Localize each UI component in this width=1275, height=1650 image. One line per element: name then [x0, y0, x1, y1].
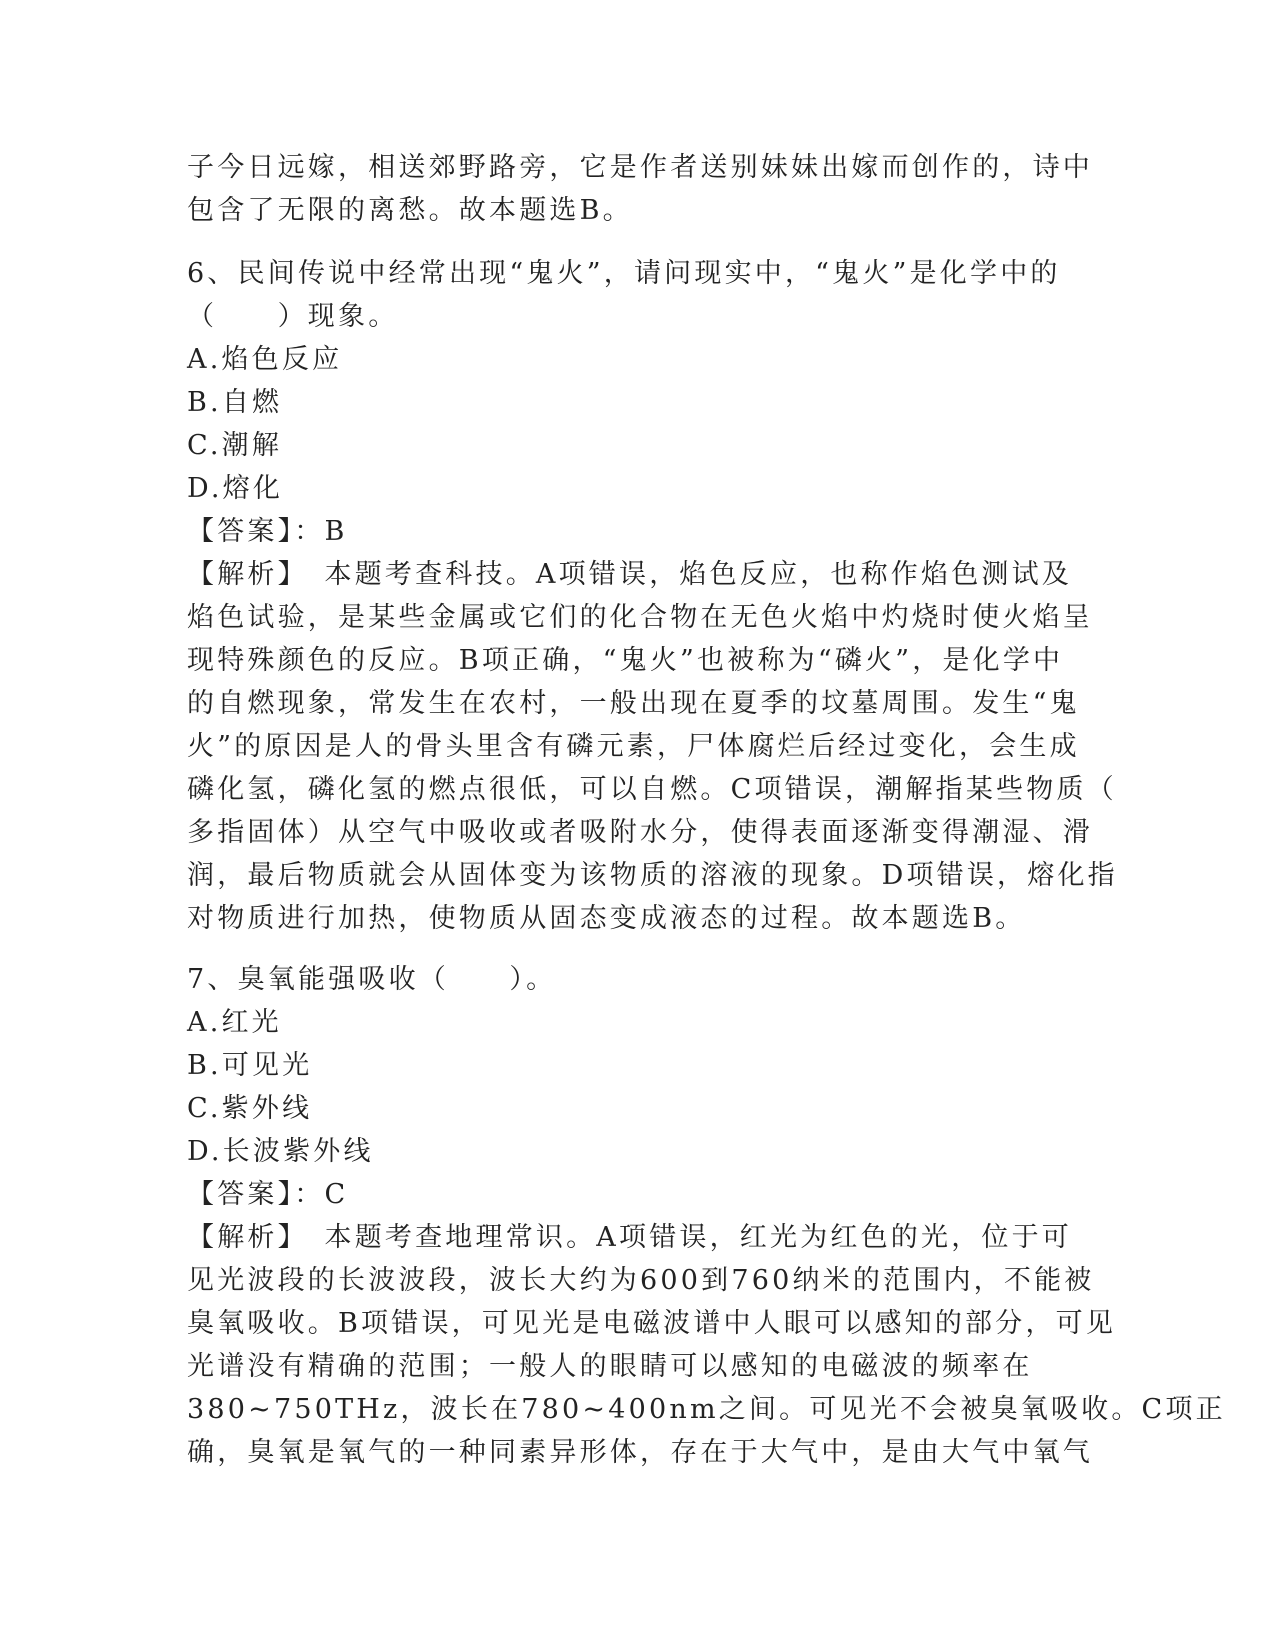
option-d: D.长波紫外线 [187, 1136, 374, 1167]
analysis-line: 【解析】 本题考查科技。A项错误，焰色反应，也称作焰色测试及 [187, 559, 1072, 590]
option-a: A.焰色反应 [187, 344, 343, 375]
text-line: 子今日远嫁，相送郊野路旁，它是作者送别妹妹出嫁而创作的，诗中 [187, 152, 1093, 183]
answer-line: 【答案】：B [187, 516, 348, 547]
question-stem: （ ）现象。 [187, 301, 399, 332]
analysis-line: 多指固体）从空气中吸收或者吸附水分，使得表面逐渐变得潮湿、滑 [187, 817, 1093, 848]
analysis-line: 臭氧吸收。B项错误，可见光是电磁波谱中人眼可以感知的部分，可见 [187, 1308, 1117, 1339]
analysis-line: 磷化氢，磷化氢的燃点很低，可以自燃。C项错误，潮解指某些物质（ [187, 774, 1117, 805]
answer-line: 【答案】：C [187, 1179, 349, 1210]
analysis-line: 的自燃现象，常发生在农村，一般出现在夏季的坟墓周围。发生“鬼 [187, 688, 1080, 719]
option-d: D.熔化 [187, 473, 284, 504]
option-a: A.红光 [187, 1007, 282, 1038]
analysis-line: 润，最后物质就会从固体变为该物质的溶液的现象。D项错误，熔化指 [187, 860, 1118, 891]
analysis-line: 确，臭氧是氧气的一种同素异形体，存在于大气中，是由大气中氧气 [187, 1437, 1093, 1468]
option-c: C.紫外线 [187, 1093, 313, 1124]
question-stem: 6、民间传说中经常出现“鬼火”，请问现实中，“鬼火”是化学中的 [187, 258, 1061, 289]
analysis-line: 见光波段的长波波段，波长大约为600到760纳米的范围内，不能被 [187, 1265, 1095, 1296]
question-6 [187, 252, 1118, 940]
text-line: 包含了无限的离愁。故本题选B。 [187, 195, 633, 226]
analysis-line: 焰色试验，是某些金属或它们的化合物在无色火焰中灼烧时使火焰呈 [187, 602, 1093, 633]
analysis-line: 对物质进行加热，使物质从固态变成液态的过程。故本题选B。 [187, 903, 1026, 934]
option-c: C.潮解 [187, 430, 283, 461]
analysis-line: 火”的原因是人的骨头里含有磷元素，尸体腐烂后经过变化，会生成 [187, 731, 1080, 762]
analysis-line: 光谱没有精确的范围；一般人的眼睛可以感知的电磁波的频率在 [187, 1351, 1033, 1382]
previous-question-analysis-tail [187, 146, 1093, 232]
question-7 [187, 958, 1226, 1474]
analysis-line: 现特殊颜色的反应。B项正确，“鬼火”也被称为“磷火”，是化学中 [187, 645, 1064, 676]
question-stem: 7、臭氧能强吸收（ ）。 [187, 964, 557, 995]
analysis-line: 380~750THz，波长在780~400nm之间。可见光不会被臭氧吸收。C项正 [187, 1394, 1226, 1425]
analysis-line: 【解析】 本题考查地理常识。A项错误，红光为红色的光，位于可 [187, 1222, 1072, 1253]
option-b: B.自燃 [187, 387, 283, 418]
option-b: B.可见光 [187, 1050, 313, 1081]
document-page [187, 146, 1226, 1474]
